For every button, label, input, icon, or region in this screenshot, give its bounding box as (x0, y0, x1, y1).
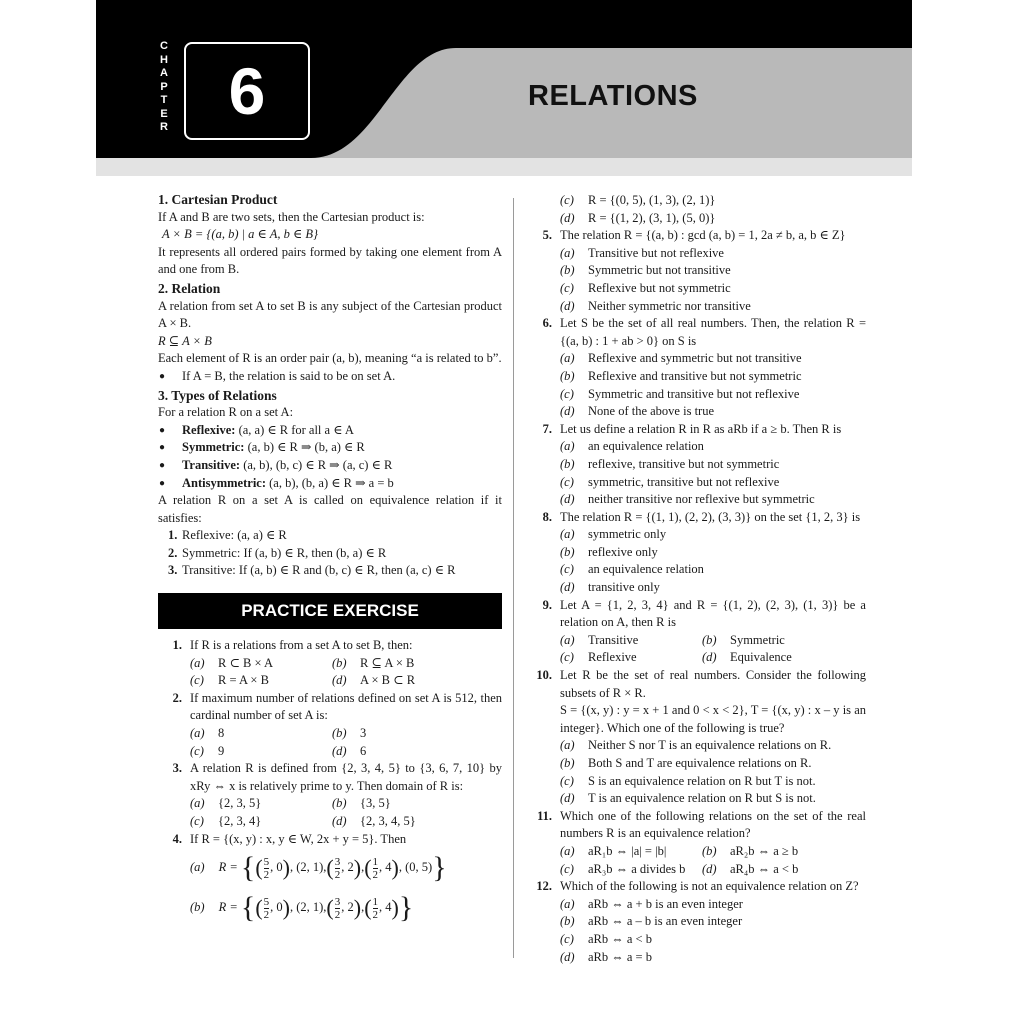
option: (c) Symmetric and transitive but not reflexive (560, 386, 800, 401)
option: (d) aR₄b ⇔ a < b (702, 861, 799, 876)
option: (c) S is an equivalence relation on R but T is not. (560, 773, 816, 788)
option: (b) Both S and T are equivalence relations on R. (560, 756, 812, 770)
options-grid (190, 655, 502, 690)
option: (a) 8 (190, 726, 225, 741)
option: (d) aRb ⇔ a = b (560, 949, 652, 964)
option: (d) T is an equivalence relation on R but S is not. (560, 791, 816, 806)
left-column (158, 190, 502, 928)
option: (d) None of the above is true (560, 404, 715, 419)
option: (b) Reflexive and transitive but not symmetric (560, 368, 802, 383)
option: (d) A × B ⊂ R (332, 673, 416, 688)
question: 12. Which of the following is not an equivalence relation on Z? (536, 879, 859, 894)
option-math-b: (b) R = { ( $\frac{5}{2}$ , 0 ) , (2, 1), ( $\frac{3}{2}$ , 2 ) , ( $\frac{1}{2}$ , 4 ) } (190, 891, 414, 925)
option: (d) neither transitive nor reflexive but symmetric (560, 492, 815, 507)
bullet-item: ● Transitive: (a, b), (b, c) ∈ R ⇒ (a, c) ∈ R (158, 457, 502, 475)
numbered-item: 2. Symmetric: If (a, b) ∈ R, then (b, a) ∈ R (168, 545, 387, 560)
bullet-item: ● Reflexive: (a, a) ∈ R for all a ∈ A (158, 422, 502, 440)
option: (c) Reflexive but not symmetric (560, 280, 731, 295)
question: 7. Let us define a relation R in R as aRb if a ≥ b. Then R is (542, 421, 842, 436)
options-grid (560, 632, 866, 667)
paragraph: If A and B are two sets, then the Cartesian product is: (158, 209, 425, 224)
option: (c) R = A × B (190, 673, 269, 688)
bullet-item: ● Antisymmetric: (a, b), (b, a) ∈ R ⇒ a = b (158, 475, 502, 493)
option: (a) Transitive but not reflexive (560, 245, 724, 260)
option: (c) symmetric, transitive but not reflexive (560, 474, 780, 489)
option: (b) reflexive, transitive but not symmetric (560, 456, 780, 471)
bullet-item: ● If A = B, the relation is said to be on set A. (158, 368, 502, 386)
numbered-item: 1. Reflexive: (a, a) ∈ R (168, 528, 287, 543)
chapter-vertical-label: C H A P T E R (160, 40, 168, 133)
bullet-item: ● Symmetric: (a, b) ∈ R ⇒ (b, a) ∈ R (158, 439, 502, 457)
options-grid (560, 843, 866, 878)
option: (c) Reflexive (560, 650, 637, 665)
option: (b) aRb ⇔ a – b is an even integer (560, 914, 743, 929)
paragraph: A relation R on a set A is called on equivalence relation if it satisfies: (158, 493, 502, 525)
paragraph: A relation from set A to set B is any subject of the Cartesian product A × B. (158, 298, 502, 331)
question-continuation: S = {(x, y) : y = x + 1 and 0 < x < 2}, T = {(x, y) : x – y is an integer}. Which one of the following is true? (560, 703, 866, 735)
question: 2. If maximum number of relations defined on set A is 512, then cardinal number of set A is: (172, 690, 502, 723)
option: (a) Transitive (560, 632, 639, 647)
question: 1. If R is a relations from a set A to set B, then: (172, 638, 413, 653)
option: (b) {3, 5} (332, 796, 391, 811)
option: (b) reflexive only (560, 544, 658, 559)
chapter-number: 6 (228, 54, 266, 128)
option-math-a: (a) R = { ( $\frac{5}{2}$ , 0 ) , (2, 1), ( $\frac{3}{2}$ , 2 ) , ( $\frac{1}{2}$ , 4 ) , (0, 5) } (190, 851, 447, 885)
option: (b) Symmetric (702, 632, 785, 647)
option: (d) transitive only (560, 580, 660, 595)
question: 8. The relation R = {(1, 1), (2, 2), (3, 3)} on the set {1, 2, 3} is (542, 509, 861, 524)
option: (a) Neither S nor T is an equivalence relations on R. (560, 738, 832, 753)
numbered-item: 3. Transitive: If (a, b) ∈ R and (b, c) ∈ R, then (a, c) ∈ R (168, 563, 456, 578)
option: (c) 9 (190, 743, 225, 758)
option: (b) aR₂b ⇔ a ≥ b (702, 843, 799, 858)
option: (d) Neither symmetric nor transitive (560, 298, 751, 313)
option: (c) R = {(0, 5), (1, 3), (2, 1)} (560, 193, 716, 207)
option: (a) symmetric only (560, 527, 667, 542)
paragraph: For a relation R on a set A: (158, 405, 294, 420)
option: (a) Reflexive and symmetric but not transitive (560, 351, 802, 366)
option: (c) {2, 3, 4} (190, 814, 262, 828)
option: (a) aRb ⇔ a + b is an even integer (560, 896, 743, 911)
section-heading: 2. Relation (158, 280, 221, 296)
question: 6. Let S be the set of all real numbers. Then, the relation R = {(a, b) : 1 + ab > 0} on S is (542, 316, 866, 348)
option: (d) {2, 3, 4, 5} (332, 814, 416, 828)
option: (c) aRb ⇔ a < b (560, 931, 652, 946)
paragraph: It represents all ordered pairs formed by taking one element from A and one from B. (158, 244, 502, 277)
option: (d) Equivalence (702, 650, 792, 665)
section-heading: 3. Types of Relations (158, 387, 277, 403)
option: (a) R ⊂ B × A (190, 655, 274, 670)
question: 3. A relation R is defined from {2, 3, 4, 5} to {3, 6, 7, 10} by xRy ⇔ x is relatively prime to y. Then domain of R is: (172, 761, 502, 793)
option: (b) Symmetric but not transitive (560, 263, 731, 278)
question: 10. Let R be the set of real numbers. Consider the following subsets of R × R. (536, 668, 866, 700)
formula: A × B = {(a, b) | a ∈ A, b ∈ B} (162, 227, 318, 242)
option: (a) an equivalence relation (560, 439, 704, 454)
paragraph: Each element of R is an order pair (a, b), meaning “a is related to b”. (158, 351, 502, 366)
options-grid (190, 725, 502, 760)
chapter-header (96, 0, 912, 176)
question: 11. Which one of the following relations on the set of the real numbers R is an equivalence relation? (537, 808, 866, 841)
options-grid (190, 795, 502, 830)
option: (d) 6 (332, 743, 367, 758)
option: (c) an equivalence relation (560, 562, 704, 577)
option: (b) 3 (332, 726, 367, 741)
chapter-title: RELATIONS (528, 80, 698, 112)
section-heading: 1. Cartesian Product (158, 192, 278, 207)
option: (b) R ⊆ A × B (332, 655, 415, 670)
option: (a) {2, 3, 5} (190, 796, 262, 811)
question: 5. The relation R = {(a, b) : gcd (a, b) = 1, 2a ≠ b, a, b ∈ Z} (542, 228, 846, 243)
question: 4. If R = {(x, y) : x, y ∈ W, 2x + y = 5}. Then (172, 831, 407, 846)
option: (c) aR₃b ⇔ a divides b (560, 861, 686, 876)
formula: R ⊆ A × B (158, 333, 212, 348)
option: (d) R = {(1, 2), (3, 1), (5, 0)} (560, 210, 716, 225)
right-column (528, 192, 866, 966)
option: (a) aR₁b ⇔ |a| = |b| (560, 843, 667, 858)
practice-exercise-banner: PRACTICE EXERCISE (158, 593, 502, 629)
column-divider (513, 198, 514, 958)
question: 9. Let A = {1, 2, 3, 4} and R = {(1, 2), (2, 3), (1, 3)} be a relation on A, then R is (542, 597, 866, 630)
